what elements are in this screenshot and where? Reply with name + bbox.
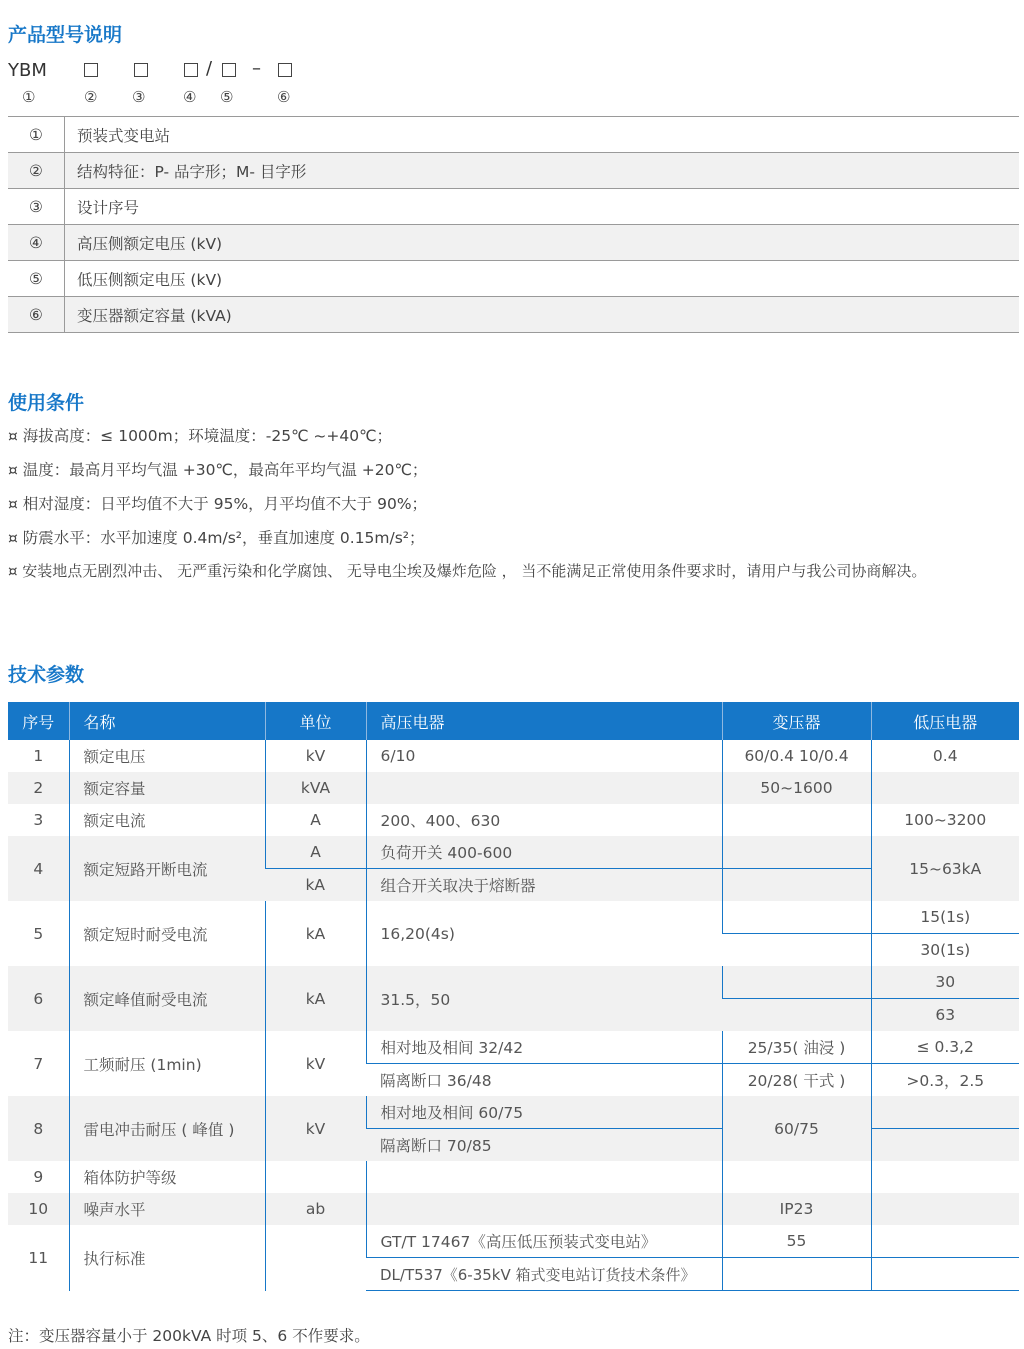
header-no: 序号	[8, 702, 69, 740]
cell-lv	[871, 1161, 1019, 1193]
table-row	[8, 1096, 1019, 1129]
legend-row	[8, 261, 1019, 297]
cell-lv	[871, 1225, 1019, 1258]
cell-unit: ab	[265, 1193, 366, 1225]
condition-item: ¤ 温度：最高月平均气温 +30℃，最高年平均气温 +20℃；	[8, 461, 428, 479]
cell-unit: kV	[265, 740, 366, 772]
section-title-conditions: 使用条件	[8, 392, 85, 414]
cell-unit	[265, 1161, 366, 1193]
cell-name: 额定短路开断电流	[69, 836, 265, 901]
code-box-4	[184, 63, 198, 77]
cell-hv: 6/10	[366, 740, 722, 772]
legend-num: ③	[8, 189, 65, 225]
cell-no: 10	[8, 1193, 69, 1225]
cell-name: 额定短时耐受电流	[69, 901, 265, 966]
cell-transformer	[722, 901, 871, 934]
cell-name: 额定峰值耐受电流	[69, 966, 265, 1031]
cell-lv: 30	[871, 966, 1019, 999]
legend-num: ⑤	[8, 261, 65, 297]
cell-name: 箱体防护等级	[69, 1161, 265, 1193]
code-number: ③	[132, 88, 146, 106]
table-row	[8, 804, 1019, 836]
legend-text: 设计序号	[65, 189, 1020, 225]
cell-transformer	[722, 804, 871, 836]
model-prefix: YBM	[8, 60, 47, 81]
cell-hv: 200、400、630	[366, 804, 722, 836]
cell-transformer	[722, 1161, 871, 1193]
cell-unit: kA	[265, 869, 366, 902]
cell-name: 雷电冲击耐压 ( 峰值 )	[69, 1096, 265, 1161]
cell-hv	[366, 1161, 722, 1193]
cell-lv: 63	[871, 999, 1019, 1032]
cell-unit: A	[265, 804, 366, 836]
cell-unit: kV	[265, 1031, 366, 1096]
cell-lv: 15(1s)	[871, 901, 1019, 934]
table-row	[8, 740, 1019, 772]
cell-no: 2	[8, 772, 69, 804]
header-lv: 低压电器	[871, 702, 1019, 740]
code-box-6	[278, 63, 292, 77]
cell-transformer: 55	[722, 1225, 871, 1258]
cell-name: 额定电流	[69, 804, 265, 836]
table-row	[8, 1225, 1019, 1258]
legend-text: 变压器额定容量 (kVA)	[65, 297, 1020, 333]
cell-transformer: 25/35( 油浸 )	[722, 1031, 871, 1064]
table-row	[8, 966, 1019, 999]
cell-no: 4	[8, 836, 69, 901]
cell-lv	[871, 1129, 1019, 1162]
legend-num: ⑥	[8, 297, 65, 333]
cell-no: 5	[33, 924, 44, 943]
cell-transformer	[722, 966, 871, 999]
section-title-model: 产品型号说明	[8, 24, 123, 46]
tech-params-table	[8, 702, 1019, 1291]
header-transformer: 变压器	[722, 702, 871, 740]
legend-row	[8, 153, 1019, 189]
cell-no: 1	[33, 747, 44, 765]
cell-transformer	[722, 999, 871, 1032]
cell-lv: 0.4	[871, 740, 1019, 772]
legend-num: ④	[8, 225, 65, 261]
table-header-row	[8, 702, 1019, 740]
cell-hv: 隔离断口 70/85	[366, 1129, 722, 1162]
cell-lv: ≤ 0.3,2	[871, 1031, 1019, 1064]
legend-text: 高压侧额定电压 (kV)	[65, 225, 1020, 261]
cell-hv: 16,20(4s)	[366, 901, 722, 966]
cell-lv	[871, 1258, 1019, 1291]
code-number: ⑥	[277, 88, 291, 106]
cell-lv	[871, 1096, 1019, 1129]
cell-transformer: 50~1600	[722, 772, 871, 804]
code-box-3	[134, 63, 148, 77]
header-name: 名称	[69, 702, 265, 740]
cell-hv: 相对地及相间 32/42	[366, 1031, 722, 1064]
legend-text: 低压侧额定电压 (kV)	[65, 261, 1020, 297]
conditions-list	[8, 424, 1024, 594]
legend-row	[8, 189, 1019, 225]
footnote: 注：变压器容量小于 200kVA 时项 5、6 不作要求。	[8, 1327, 370, 1345]
cell-name: 额定电压	[69, 740, 265, 772]
code-number: ④	[183, 88, 197, 106]
cell-lv	[871, 772, 1019, 804]
section-title-params: 技术参数	[8, 664, 85, 686]
cell-unit: A	[265, 836, 366, 869]
cell-hv: 隔离断口 36/48	[380, 1072, 492, 1090]
header-unit: 单位	[265, 702, 366, 740]
cell-name: 执行标准	[69, 1225, 265, 1291]
cell-unit: kA	[265, 901, 366, 966]
legend-row	[8, 117, 1019, 153]
condition-item: ¤ 安装地点无剧烈冲击、 无严重污染和化学腐蚀、 无导电尘埃及爆炸危险 ， 当不能满足正常使用条件要求时，请用户与我公司协商解决。	[8, 562, 927, 580]
table-row	[8, 836, 1019, 869]
legend-num: ②	[8, 153, 65, 189]
cell-transformer: 20/28( 干式 )	[722, 1064, 871, 1097]
cell-no: 3	[33, 811, 44, 829]
legend-num: ①	[8, 117, 65, 153]
cell-hv: 组合开关取决于熔断器	[366, 869, 722, 902]
code-number: ②	[84, 88, 98, 106]
cell-transformer: IP23	[722, 1193, 871, 1225]
cell-transformer	[722, 836, 871, 869]
code-dash: –	[252, 58, 261, 79]
cell-unit: kVA	[265, 772, 366, 804]
code-slash: /	[206, 58, 213, 79]
cell-name: 噪声水平	[69, 1193, 265, 1225]
cell-hv: 相对地及相间 60/75	[366, 1096, 722, 1129]
code-number: ①	[22, 88, 36, 106]
cell-transformer	[722, 869, 871, 902]
table-row	[8, 1161, 1019, 1193]
cell-no: 6	[8, 966, 69, 1031]
cell-name: 额定容量	[69, 772, 265, 804]
cell-hv: GT/T 17467《高压低压预装式变电站》	[366, 1225, 722, 1258]
table-row	[8, 901, 1019, 934]
cell-hv: 31.5，50	[366, 966, 722, 1031]
cell-hv: 负荷开关 400-600	[366, 836, 722, 869]
condition-item: ¤ 相对湿度：日平均值不大于 95%，月平均值不大于 90%；	[8, 495, 428, 513]
table-row	[8, 1193, 1019, 1225]
cell-lv: >0.3，2.5	[871, 1064, 1019, 1097]
condition-item: ¤ 海拔高度：≤ 1000m；环境温度：-25℃ ~+40℃；	[8, 427, 393, 445]
cell-lv: 30(1s)	[871, 934, 1019, 967]
model-legend-table	[8, 116, 1019, 333]
cell-no: 7	[33, 1054, 44, 1073]
table-row	[8, 1031, 1019, 1064]
cell-transformer	[722, 934, 871, 967]
legend-text: 预装式变电站	[65, 117, 1020, 153]
cell-no: 11	[28, 1248, 49, 1267]
cell-transformer: 60/0.4 10/0.4	[722, 740, 871, 772]
cell-unit: kV	[265, 1096, 366, 1161]
header-hv: 高压电器	[366, 702, 722, 740]
cell-lv: 100~3200	[871, 804, 1019, 836]
cell-unit	[265, 1225, 366, 1291]
cell-lv: 15~63kA	[871, 836, 1019, 901]
cell-name: 工频耐压 (1min)	[69, 1031, 265, 1096]
cell-transformer: 60/75	[722, 1096, 871, 1161]
legend-text: 结构特征：P- 品字形；M- 目字形	[65, 153, 1020, 189]
cell-hv	[366, 1193, 722, 1225]
cell-lv	[871, 1193, 1019, 1225]
table-row	[8, 772, 1019, 804]
cell-hv: DL/T537《6-35kV 箱式变电站订货技术条件》	[366, 1258, 722, 1291]
cell-hv	[366, 772, 722, 804]
code-number: ⑤	[220, 88, 234, 106]
cell-transformer	[722, 1258, 871, 1291]
cell-unit: kA	[265, 966, 366, 1031]
code-box-5	[222, 63, 236, 77]
condition-item: ¤ 防震水平：水平加速度 0.4m/s²，垂直加速度 0.15m/s²；	[8, 529, 425, 547]
legend-row	[8, 225, 1019, 261]
code-box-2	[84, 63, 98, 77]
legend-row	[8, 297, 1019, 333]
cell-no: 8	[8, 1096, 69, 1161]
cell-no: 9	[33, 1168, 44, 1186]
